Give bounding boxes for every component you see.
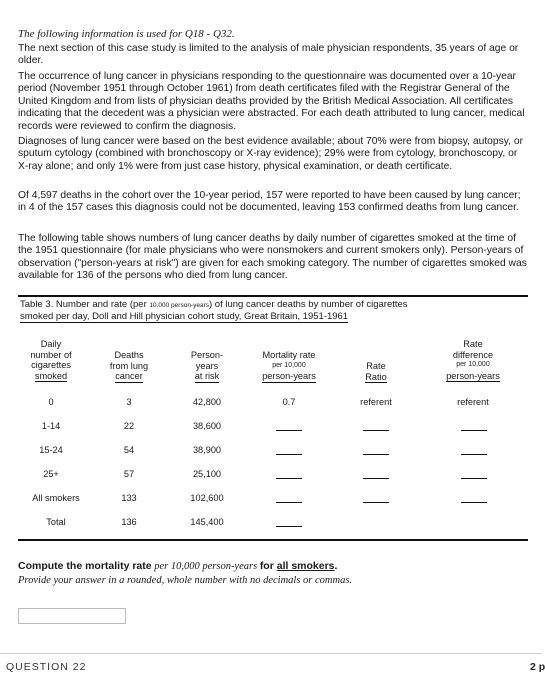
blank-rate-2 (276, 454, 302, 455)
paragraph-3: Diagnoses of lung cancer were based on the best evidence available; about 70% were from biopsy, autopsy, or sputum cytology (combined with bronchoscopy or X-ray evidence); 29% were from cytology, bronchoscopy, or X-ray alone; and only 1% were from just case history, physical examination, or death certificate. (18, 136, 524, 172)
cell-cig-3: 25+ (43, 469, 59, 479)
header-deaths: Deaths from lung cancer (109, 350, 149, 381)
cell-py-1: 38,600 (192, 421, 222, 431)
cell-cig-0: 0 (48, 397, 54, 407)
blank-ratio-4 (363, 502, 389, 503)
cell-cig-5: Total (46, 517, 66, 527)
header-person-years: Person- years at risk (190, 350, 224, 381)
cell-diff-0: referent (457, 397, 489, 407)
intro-text: The following information is used for Q18 - Q32. (18, 28, 235, 40)
cell-rate-0: 0.7 (282, 397, 296, 407)
blank-rate-4 (276, 502, 302, 503)
header-mortality-rate: Mortality rate per 10,000 person-years (262, 350, 316, 381)
cell-deaths-4: 133 (121, 493, 137, 503)
blank-rate-5 (276, 526, 302, 527)
answer-input[interactable] (18, 608, 126, 624)
paragraph-2: The occurrence of lung cancer in physicians responding to the questionnaire was documented over a 10-year period (November 1951 through October 1961) from death certificates filed with the Registrar General of the United Kingdom and from lists of physician deaths provided by the British Medical Association. All certificates indicating that the decedent was a physician were abstracted. For each death attributed to lung cancer, medical records were reviewed to confirm the diagnosis. (18, 71, 525, 132)
blank-ratio-3 (363, 478, 389, 479)
paragraph-5: The following table shows numbers of lung cancer deaths by daily number of cigarettes smoked at the time of the 1951 questionnaire (for male physicians who were nonsmokers and current smokers only). Person-years of observation ("person-years at risk") are given for each smoking category. The number of cigarettes smoked was available for 136 of the persons who died from lung cancer. (18, 233, 527, 282)
cell-deaths-0: 3 (126, 397, 132, 407)
cell-py-5: 145,400 (190, 517, 224, 527)
data-table (18, 295, 528, 545)
blank-ratio-1 (363, 430, 389, 431)
blank-ratio-2 (363, 454, 389, 455)
header-rate-difference: Rate difference per 10,000 person-years (446, 339, 500, 381)
cell-deaths-5: 136 (121, 517, 137, 527)
cell-cig-2: 15-24 (39, 445, 63, 455)
question-instructions: Provide your answer in a rounded, whole number with no decimals or commas. (18, 575, 353, 586)
cell-cig-4: All smokers (32, 493, 80, 503)
cell-deaths-1: 22 (123, 421, 135, 431)
cell-deaths-2: 54 (123, 445, 135, 455)
header-daily: Daily number of cigarettes smoked (30, 339, 72, 381)
blank-rate-3 (276, 478, 302, 479)
blank-rate-1 (276, 430, 302, 431)
table-caption: Table 3. Number and rate (per 10,000 person-years) of lung cancer deaths by number of cigarettes smoked per day, Doll and Hill physician cohort study, Great Britain, 1951-1961 (20, 299, 408, 322)
points-label: 2 p (530, 661, 545, 673)
paragraph-1: The next section of this case study is limited to the analysis of male physician respondents, 35 years of age or older. (18, 43, 519, 67)
cell-py-2: 38,900 (192, 445, 222, 455)
cell-py-3: 25,100 (192, 469, 222, 479)
cell-ratio-0: referent (360, 397, 392, 407)
cell-py-4: 102,600 (190, 493, 224, 503)
table-top-rule (18, 295, 528, 297)
next-question-label: QUESTION 22 (6, 661, 87, 673)
header-rate-ratio: Rate Ratio (365, 361, 387, 382)
table-bottom-rule (18, 539, 528, 541)
cell-py-0: 42,800 (192, 397, 222, 407)
question-text: Compute the mortality rate per 10,000 person-years for all smokers. (18, 560, 338, 572)
cell-cig-1: 1-14 (41, 421, 61, 431)
question-divider (0, 653, 542, 654)
cell-deaths-3: 57 (123, 469, 135, 479)
blank-diff-1 (461, 430, 487, 431)
blank-diff-4 (461, 502, 487, 503)
blank-diff-3 (461, 478, 487, 479)
blank-diff-2 (461, 454, 487, 455)
paragraph-4: Of 4,597 deaths in the cohort over the 10-year period, 157 were reported to have been caused by lung cancer; in 4 of the 157 cases this diagnosis could not be documented, leaving 153 confirmed deaths from lung cancer. (18, 190, 521, 214)
